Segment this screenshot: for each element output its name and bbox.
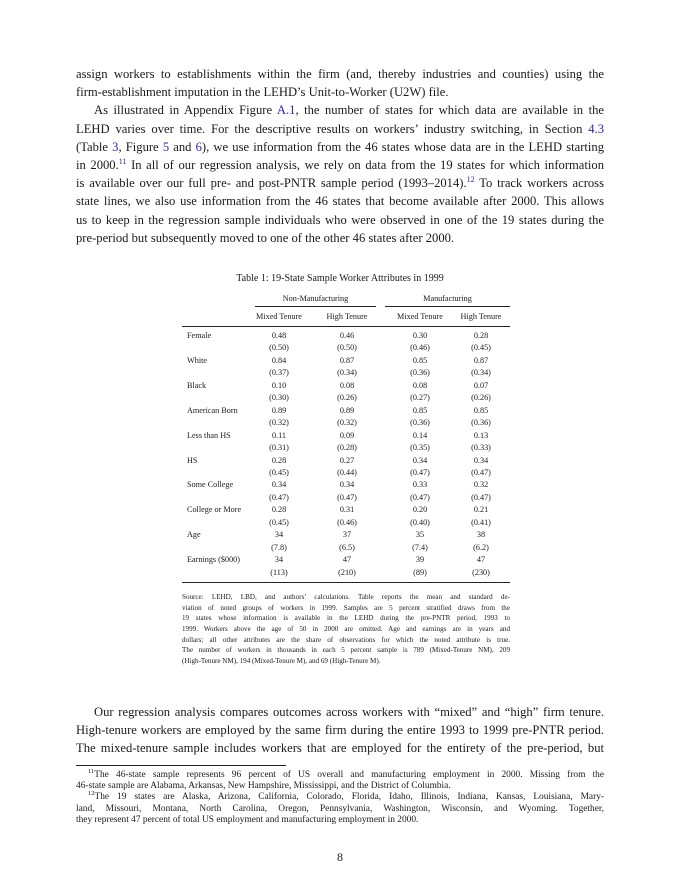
note-line: 19 states whose information is available in the LEHD during the pre-PNTR period, 1993 to: [182, 614, 510, 623]
cell-sd: (230): [472, 567, 490, 577]
footnote-marker: 12: [88, 790, 95, 798]
group-header-manufacturing: [385, 294, 510, 307]
cell-mean: 0.31: [339, 505, 355, 515]
cell-mean: 0.33: [412, 480, 428, 490]
cell-sd: (0.41): [471, 517, 491, 527]
cell-sd: (0.45): [269, 517, 289, 527]
cell-mean: 34: [274, 530, 284, 540]
text-line: [76, 83, 604, 101]
cell-sd: (0.47): [410, 467, 430, 477]
note-line: The number of workers in thousands in each 5 percent sample is 789 (Mixed-Tenure NM), 209: [182, 646, 510, 655]
cell-sd: (0.32): [269, 418, 289, 428]
note-line: viation of noted groups of workers in 1999. Samples are 5 percent stratified draws from the: [182, 603, 510, 612]
row-label: Some College: [187, 480, 234, 490]
table-row: [182, 456, 510, 469]
row-label: Earnings ($000): [187, 555, 240, 565]
text-line: [76, 101, 604, 119]
cell-mean: 0.46: [339, 331, 355, 340]
text-line: [76, 721, 604, 739]
table-row-sd: [182, 368, 510, 381]
cell-sd: (0.47): [337, 492, 357, 502]
text-segment: ), we use information from the 46 states whose data are in the LEHD starting: [201, 139, 604, 154]
footnote-link[interactable]: 12: [466, 175, 475, 185]
text-segment: us to keep in the regression sample individuals who were observed in one of the 19 states during the: [76, 212, 604, 227]
text-segment: they represent 47 percent of total US employment and manufacturing employment in 2000.: [76, 814, 419, 825]
cell-sd: (0.47): [471, 492, 491, 502]
row-label: Female: [187, 331, 212, 340]
cell-mean: 0.28: [473, 331, 489, 340]
table-row: [182, 530, 510, 543]
text-line: [76, 804, 604, 815]
cell-mean: 0.87: [339, 355, 355, 365]
cell-sd: (210): [338, 567, 356, 577]
text-segment: firm-establishment imputation in the LEHD’s Unit-to-Worker (U2W) file.: [76, 85, 449, 100]
cell-sd: (0.46): [410, 343, 430, 353]
text-segment: land, Missouri, Montana, North Carolina, Oregon, Pennsylvania, Washington, Wisconsin, and Wyoming. Together,: [76, 803, 604, 814]
cell-mean: 0.13: [473, 430, 489, 440]
text-line: [76, 792, 604, 803]
body-paragraphs-top: [76, 65, 604, 247]
table-row-sd: [182, 493, 510, 506]
table-row: [182, 431, 510, 444]
table-row: [182, 356, 510, 369]
cell-sd: (0.34): [471, 368, 491, 378]
table-row-sd: [182, 543, 510, 556]
cross-reference-link[interactable]: 6: [195, 139, 202, 154]
row-label: White: [187, 355, 208, 365]
text-line: [76, 174, 604, 192]
cell-sd: (0.26): [471, 393, 491, 403]
table-row-sd: [182, 393, 510, 406]
footnote-link[interactable]: 11: [118, 156, 127, 166]
note-line: dollars; all other attributes are the share of observations for which the noted attribute is true.: [182, 635, 510, 644]
text-segment: The 46-state sample represents 96 percent of US overall and manufacturing employment in 2000. Missing from the: [94, 770, 604, 780]
group-rule: [385, 306, 510, 307]
cell-sd: (0.45): [269, 467, 289, 477]
cell-sd: (0.30): [269, 393, 289, 403]
cell-sd: (89): [413, 567, 427, 577]
table-row-sd: [182, 418, 510, 431]
text-segment: In all of our regression analysis, we rely on data from the 19 states for which information: [126, 157, 604, 172]
cell-sd: (113): [270, 567, 288, 577]
table-top-rule: [182, 326, 510, 327]
cell-sd: (0.31): [269, 443, 289, 453]
body-paragraph-bottom: [76, 703, 604, 758]
cell-mean: 39: [415, 555, 425, 565]
cell-mean: 0.34: [271, 480, 287, 490]
cell-mean: 0.89: [271, 405, 287, 415]
cell-mean: 34: [274, 555, 284, 565]
text-line: [76, 770, 604, 781]
cell-mean: 47: [476, 555, 486, 565]
cell-sd: (0.40): [410, 517, 430, 527]
row-label: Age: [187, 530, 201, 540]
cell-sd: (7.8): [271, 542, 287, 552]
cell-mean: 0.34: [339, 480, 355, 490]
text-segment: To track workers across: [474, 176, 604, 191]
table-row: [182, 505, 510, 518]
text-segment: High-tenure workers are employed by the same firm during the entire 1993 to 1999 pre-PNTR period.: [76, 723, 604, 738]
cell-sd: (0.32): [337, 418, 357, 428]
table-row: [182, 381, 510, 394]
table-row: [182, 406, 510, 419]
cell-mean: 0.85: [473, 405, 489, 415]
note-line: (High-Tenure NM), 194 (Mixed-Tenure M), and 69 (High-Tenure M).: [182, 657, 381, 666]
cell-sd: (0.46): [337, 517, 357, 527]
text-line: [76, 192, 604, 210]
note-line: 1999. Workers above the age of 50 in 2000 are omitted. Age and earnings are in years and: [182, 625, 510, 634]
cell-mean: 0.21: [473, 505, 489, 515]
cell-mean: 37: [342, 530, 352, 540]
cell-sd: (0.47): [269, 492, 289, 502]
footnotes: [76, 770, 604, 826]
cell-mean: 0.08: [412, 380, 428, 390]
table-row: [182, 331, 510, 344]
group-rule: [255, 306, 376, 307]
cell-sd: (0.36): [410, 418, 430, 428]
text-line: [76, 229, 604, 247]
cell-mean: 0.28: [271, 505, 287, 515]
cell-sd: (0.45): [471, 343, 491, 353]
cell-mean: 47: [342, 555, 352, 565]
column-header: Mixed Tenure: [397, 312, 443, 321]
page-number: 8: [337, 850, 343, 864]
cell-mean: 0.27: [339, 455, 355, 465]
table-bottom-rule: [182, 582, 510, 583]
cell-sd: (6.5): [339, 542, 355, 552]
cell-sd: (6.2): [473, 542, 489, 552]
cell-sd: (0.28): [337, 443, 357, 453]
table-row: [182, 480, 510, 493]
cell-mean: 0.84: [271, 355, 287, 365]
text-segment: LEHD varies over time. For the descriptive results on workers’ industry switching, in Section: [76, 121, 589, 136]
cell-mean: 0.34: [473, 455, 489, 465]
note-line: Source: LEHD, LBD, and authors’ calculations. Table reports the mean and standard de-: [182, 593, 510, 601]
group-label: Manufacturing: [423, 294, 472, 303]
group-header-non-manufacturing: [255, 294, 376, 307]
text-segment: , the number of states for which data are available in the: [295, 103, 604, 118]
text-segment: (Table: [76, 139, 113, 154]
cell-sd: (0.47): [471, 467, 491, 477]
table-notes: [182, 592, 510, 667]
cell-mean: 0.08: [339, 380, 355, 390]
cross-reference-link[interactable]: A.1: [276, 103, 296, 118]
cell-mean: 0.32: [473, 480, 489, 490]
text-segment: assign workers to establishments within the firm (and, thereby industries and counties) using the: [76, 67, 604, 81]
cell-mean: 0.28: [271, 455, 287, 465]
group-label: Non-Manufacturing: [282, 294, 349, 303]
cell-sd: (0.36): [471, 418, 491, 428]
cell-sd: (0.33): [471, 443, 491, 453]
cell-mean: 0.87: [473, 355, 489, 365]
cell-sd: (0.36): [410, 368, 430, 378]
footnote-rule: [76, 765, 286, 766]
row-label: Black: [187, 380, 207, 390]
text-line: [76, 120, 604, 138]
text-segment: state lines, we also use information from the 46 states that become available after 2000. This allows: [76, 194, 604, 209]
cell-mean: 0.09: [339, 430, 355, 440]
text-line: [76, 138, 604, 156]
cell-sd: (0.44): [337, 467, 357, 477]
cell-mean: 0.20: [412, 505, 428, 515]
text-line: [76, 156, 604, 174]
cell-mean: 0.89: [339, 405, 355, 415]
row-label: Less than HS: [187, 430, 231, 440]
table-row-sd: [182, 443, 510, 456]
cell-sd: (0.34): [337, 368, 357, 378]
text-segment: The mixed-tenure sample includes workers that are employed for the entirety of the pre-period, but: [76, 741, 604, 756]
cell-sd: (0.50): [269, 343, 289, 353]
cell-mean: 0.30: [412, 331, 428, 340]
cross-reference-link[interactable]: 4.3: [588, 121, 604, 136]
table-row-sd: [182, 468, 510, 481]
cell-mean: 0.10: [271, 380, 287, 390]
cell-mean: 0.07: [473, 380, 489, 390]
cross-reference-link[interactable]: 3: [112, 139, 119, 154]
text-segment: , Figure: [118, 139, 163, 154]
cell-mean: 0.48: [271, 331, 287, 340]
text-line: [76, 815, 604, 826]
text-line: [76, 703, 604, 721]
text-line: [76, 739, 604, 757]
cross-reference-link[interactable]: 5: [162, 139, 170, 154]
table-row: [182, 555, 510, 568]
cell-sd: (0.37): [269, 368, 289, 378]
text-line: [76, 65, 604, 83]
table-row-sd: [182, 343, 510, 356]
cell-mean: 0.14: [412, 430, 428, 440]
column-header: High Tenure: [460, 312, 502, 321]
cell-sd: (0.35): [410, 443, 430, 453]
table-row-sd: [182, 568, 510, 581]
cell-sd: (0.27): [410, 393, 430, 403]
cell-mean: 38: [476, 530, 486, 540]
cell-mean: 35: [415, 530, 425, 540]
text-segment: 46-state sample are Alabama, Arkansas, New Hampshire, Mississippi, and the District of Columbia.: [76, 781, 451, 792]
table-row-sd: [182, 518, 510, 531]
text-segment: Our regression analysis compares outcomes across workers with “mixed” and “high” firm tenure.: [94, 705, 604, 719]
cell-mean: 0.34: [412, 455, 428, 465]
cell-sd: (0.47): [410, 492, 430, 502]
column-header: Mixed Tenure: [256, 312, 302, 321]
text-segment: in 2000.: [76, 157, 119, 172]
text-segment: As illustrated in Appendix Figure: [94, 103, 277, 118]
cell-mean: 0.11: [271, 430, 287, 440]
text-line: [76, 211, 604, 229]
text-segment: and: [169, 139, 196, 154]
text-segment: is available over our full pre- and post-PNTR sample period (1993–2014).: [76, 176, 467, 191]
cell-sd: (0.50): [337, 343, 357, 353]
row-label: American Born: [187, 405, 238, 415]
row-label: College or More: [187, 505, 242, 515]
cell-mean: 0.85: [412, 405, 428, 415]
table-caption: Table 1: 19-State Sample Worker Attributes in 1999: [236, 273, 444, 284]
cell-mean: 0.85: [412, 355, 428, 365]
cell-sd: (0.26): [337, 393, 357, 403]
cell-sd: (7.4): [412, 542, 428, 552]
text-segment: The 19 states are Alaska, Arizona, California, Colorado, Florida, Idaho, Illinois, Indiana, Kansas, Louisiana, Mary-: [94, 792, 604, 803]
text-segment: pre-period but subsequently moved to one of the other 46 states after 2000.: [76, 230, 455, 245]
column-header: High Tenure: [326, 312, 368, 321]
footnote-marker: 11: [88, 768, 95, 775]
row-label: HS: [187, 455, 198, 465]
text-line: [76, 781, 604, 792]
